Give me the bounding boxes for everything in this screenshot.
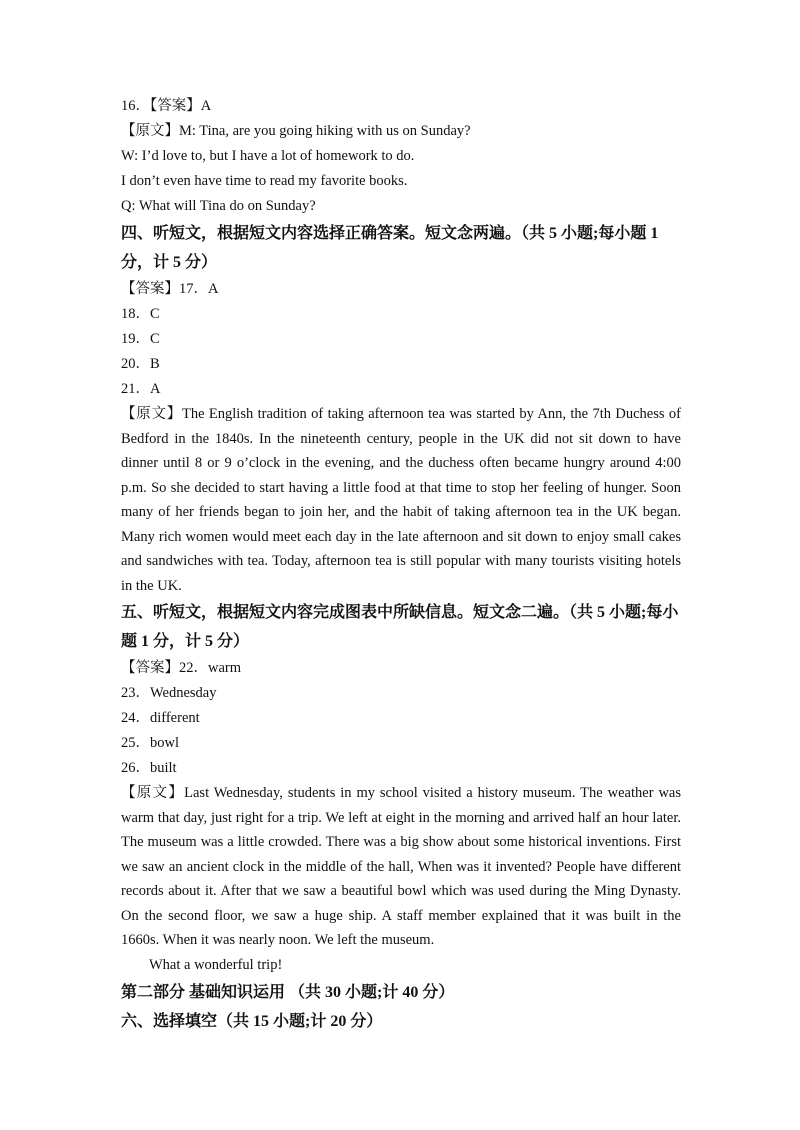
section-4-heading: 四、听短文，根据短文内容选择正确答案。短文念两遍。（共 5 小题;每小题 1 分，计 5 分） bbox=[121, 225, 659, 271]
answer-25: 25．bowl bbox=[121, 735, 179, 751]
q16-transcript-line-3: I don’t even have time to read my favorite books. bbox=[121, 173, 408, 189]
q16-answer: 16．【答案】A bbox=[121, 98, 212, 114]
q16-transcript-line-1: 【原文】M: Tina, are you going hiking with us on Sunday? bbox=[121, 123, 471, 139]
answer-22: 【答案】22．warm bbox=[121, 660, 242, 676]
q16-question: Q: What will Tina do on Sunday? bbox=[121, 198, 316, 214]
answer-24: 24．different bbox=[121, 710, 200, 726]
section-5-closing: What a wonderful trip! bbox=[149, 956, 283, 973]
section-4-transcript: 【原文】The English tradition of taking afternoon tea was started by Ann, the 7th Duchess of Bedford in the 1840s. In the nineteenth century, people in the UK did not sit down to have dinner until 8 or 9 o’clock in the evening, and the duchess often became hungry around 4:00 p.m. So she decided to start having a little food at that time to stop her feeling of hunger. Soon many of her friends began to join her, and the habit of taking afternoon tea in the UK began. Many rich women would meet each day in the late afternoon and sit down to enjoy small cakes and sandwiches with tea. Today, afternoon tea is still popular with many tourists visiting hotels in the UK. bbox=[121, 406, 681, 594]
section-5-heading: 五、听短文，根据短文内容完成图表中所缺信息。短文念二遍。（共 5 小题;每小题 1 分，计 5 分） bbox=[121, 604, 679, 650]
answer-17: 【答案】17．A bbox=[121, 281, 219, 297]
answer-18: 18．C bbox=[121, 306, 160, 322]
part-2-heading: 第二部分 基础知识运用 （共 30 小题;计 40 分） bbox=[121, 983, 455, 1001]
answer-20: 20．B bbox=[121, 356, 160, 372]
section-6-heading: 六、选择填空（共 15 小题;计 20 分） bbox=[121, 1012, 383, 1030]
answer-19: 19．C bbox=[121, 331, 160, 347]
section-5-transcript: 【原文】Last Wednesday, students in my school visited a history museum. The weather was warm that day, just right for a trip. We left at eight in the morning and arrived half an hour later. The museum was a little crowded. There was a big show about some historical inventions. First we saw an ancient clock in the middle of the hall, When was it invented? People have different records about it. After that we saw a beautiful bowl which was used during the Ming Dynasty. On the second floor, we saw a huge ship. A staff member explained that it was built in the 1660s. When it was nearly noon. We left the museum. bbox=[121, 785, 681, 948]
q16-transcript-line-2: W: I’d love to, but I have a lot of homework to do. bbox=[121, 148, 415, 164]
document-page bbox=[121, 94, 681, 1036]
answer-23: 23．Wednesday bbox=[121, 685, 217, 701]
answer-26: 26．built bbox=[121, 760, 177, 776]
answer-21: 21．A bbox=[121, 381, 161, 397]
